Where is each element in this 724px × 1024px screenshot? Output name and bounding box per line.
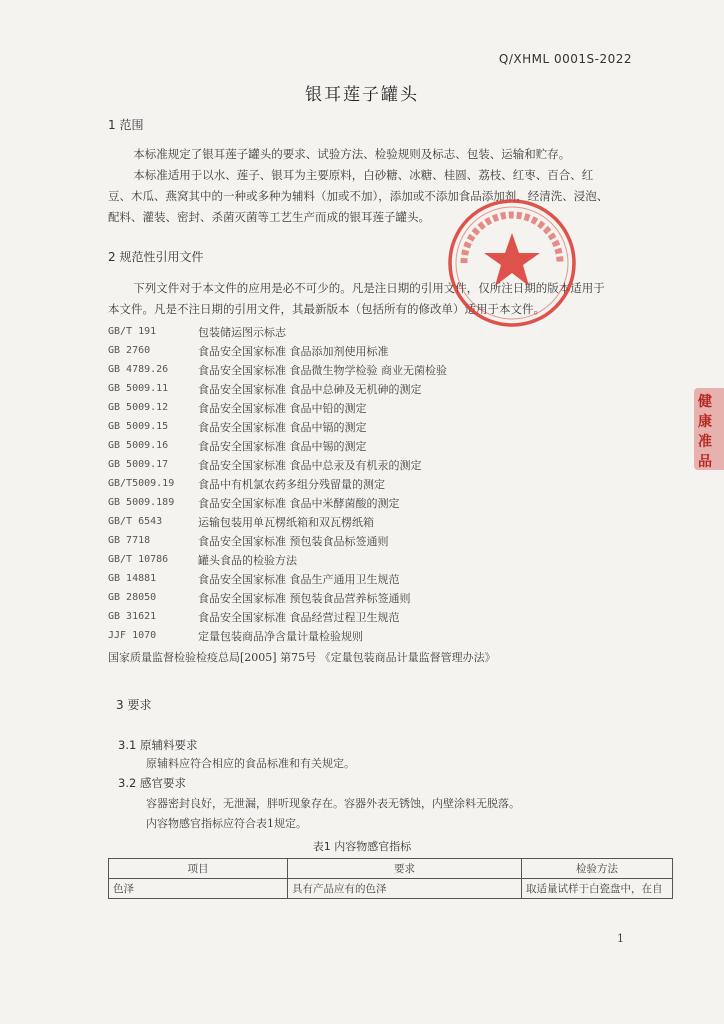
reference-code: GB 5009.11: [108, 383, 169, 394]
section-3-1-heading: 3.1 原辅料要求: [118, 738, 198, 752]
reference-row: [108, 493, 628, 512]
reference-code: GB 5009.17: [108, 459, 169, 470]
reference-title: 运输包装用单瓦楞纸箱和双瓦楞纸箱: [198, 515, 374, 529]
reference-code: GB 7718: [108, 535, 151, 546]
reference-code: GB/T 191: [108, 326, 157, 337]
section-1-heading: 1 范围: [108, 118, 144, 132]
reference-list: [108, 322, 628, 645]
section-3-2-text-1: 容器密封良好，无泄漏，胖听现象存在。容器外表无锈蚀，内壁涂料无脱落。: [146, 797, 520, 810]
reference-title: 食品安全国家标准 食品生产通用卫生规范: [198, 572, 400, 586]
reference-code: GB 14881: [108, 573, 157, 584]
sensory-table: [108, 858, 673, 899]
standard-code: Q/XHML 0001S-2022: [498, 52, 632, 66]
scope-paragraph-2: 本标准适用于以水、莲子、银耳为主要原料，白砂糖、冰糖、桂圆、荔枝、红枣、百合、红豆、木瓜、燕窝其中的一种或多种为辅料（加或不加），添加或不添加食品添加剂，经清洗、浸泡、配料、灌装、密封、杀菌灭菌等工艺生产而成的银耳莲子罐头。: [108, 168, 609, 224]
reference-row: [108, 607, 628, 626]
reference-title: 食品安全国家标准 预包装食品营养标签通则: [198, 591, 411, 605]
reference-row: [108, 550, 628, 569]
table-header-method: 检验方法: [522, 859, 673, 879]
side-edge-stamp: [694, 388, 724, 470]
reference-code: GB 5009.16: [108, 440, 169, 451]
table-cell-requirement: 具有产品应有的色泽: [288, 879, 522, 899]
section-3-heading: 3 要求: [116, 698, 152, 712]
section-3-2-text-2: 内容物感官指标应符合表1规定。: [146, 817, 307, 830]
reference-title: 食品安全国家标准 食品中总汞及有机汞的测定: [198, 458, 422, 472]
reference-row: [108, 379, 628, 398]
reference-row: [108, 474, 628, 493]
reference-row: [108, 626, 628, 645]
section-2-heading: 2 规范性引用文件: [108, 250, 204, 264]
reference-code: GB 4789.26: [108, 364, 169, 375]
reference-title: 食品安全国家标准 食品中总砷及无机砷的测定: [198, 382, 422, 396]
document-title: 银耳莲子罐头: [305, 85, 419, 105]
table-header-row: [109, 859, 673, 879]
reference-row: [108, 569, 628, 588]
reference-title: 包装储运图示标志: [198, 325, 286, 339]
reference-title: 食品安全国家标准 食品中米酵菌酸的测定: [198, 496, 400, 510]
reference-title: 食品安全国家标准 食品添加剂使用标准: [198, 344, 389, 358]
references-intro-text: 下列文件对于本文件的应用是必不可少的。凡是注日期的引用文件，仅所注日期的版本适用于本文件。凡是不注日期的引用文件，其最新版本（包括所有的修改单）适用于本文件。: [108, 281, 605, 316]
table-header-requirement: 要求: [288, 859, 522, 879]
reference-code: GB 2760: [108, 345, 151, 356]
section-3-2-heading: 3.2 感官要求: [118, 776, 186, 790]
reference-decree: 国家质量监督检验检疫总局[2005] 第75号 《定量包装商品计量监督管理办法》: [108, 651, 496, 664]
reference-code: GB/T5009.19: [108, 478, 175, 489]
reference-code: GB 28050: [108, 592, 157, 603]
reference-code: GB/T 10786: [108, 554, 169, 565]
reference-code: GB 5009.15: [108, 421, 169, 432]
table-row: [109, 879, 673, 899]
table-1-caption: 表1 内容物感官指标: [312, 840, 412, 853]
reference-code: GB 5009.189: [108, 497, 175, 508]
reference-title: 食品安全国家标准 预包装食品标签通则: [198, 534, 389, 548]
reference-title: 食品安全国家标准 食品中铅的测定: [198, 401, 367, 415]
scope-paragraph-1: 本标准规定了银耳莲子罐头的要求、试验方法、检验规则及标志、包装、运输和贮存。: [133, 147, 571, 161]
reference-row: [108, 531, 628, 550]
reference-code: GB 31621: [108, 611, 157, 622]
reference-row: [108, 455, 628, 474]
reference-title: 罐头食品的检验方法: [198, 553, 297, 567]
reference-title: 食品安全国家标准 食品中锡的测定: [198, 439, 367, 453]
reference-title: 食品安全国家标准 食品中镉的测定: [198, 420, 367, 434]
page-number: 1: [617, 932, 624, 945]
table-cell-item: 色泽: [109, 879, 288, 899]
reference-row: [108, 417, 628, 436]
reference-title: 食品安全国家标准 食品经营过程卫生规范: [198, 610, 400, 624]
reference-row: [108, 360, 628, 379]
reference-title: 食品安全国家标准 食品微生物学检验 商业无菌检验: [198, 363, 447, 377]
reference-row: [108, 512, 628, 531]
reference-code: GB 5009.12: [108, 402, 169, 413]
section-3-1-text: 原辅料应符合相应的食品标准和有关规定。: [146, 757, 355, 770]
reference-row: [108, 398, 628, 417]
reference-title: 食品中有机氯农药多组分残留量的测定: [198, 477, 385, 491]
reference-row: [108, 436, 628, 455]
company-seal-stamp: [442, 193, 582, 333]
reference-code: JJF 1070: [108, 630, 157, 641]
reference-row: [108, 588, 628, 607]
reference-row: [108, 341, 628, 360]
table-header-item: 项目: [109, 859, 288, 879]
side-stamp-text: 健康 准品: [698, 394, 712, 470]
table-cell-method: 取适量试样于白瓷盘中，在自: [522, 879, 673, 899]
reference-title: 定量包装商品净含量计量检验规则: [198, 629, 363, 643]
reference-code: GB/T 6543: [108, 516, 163, 527]
